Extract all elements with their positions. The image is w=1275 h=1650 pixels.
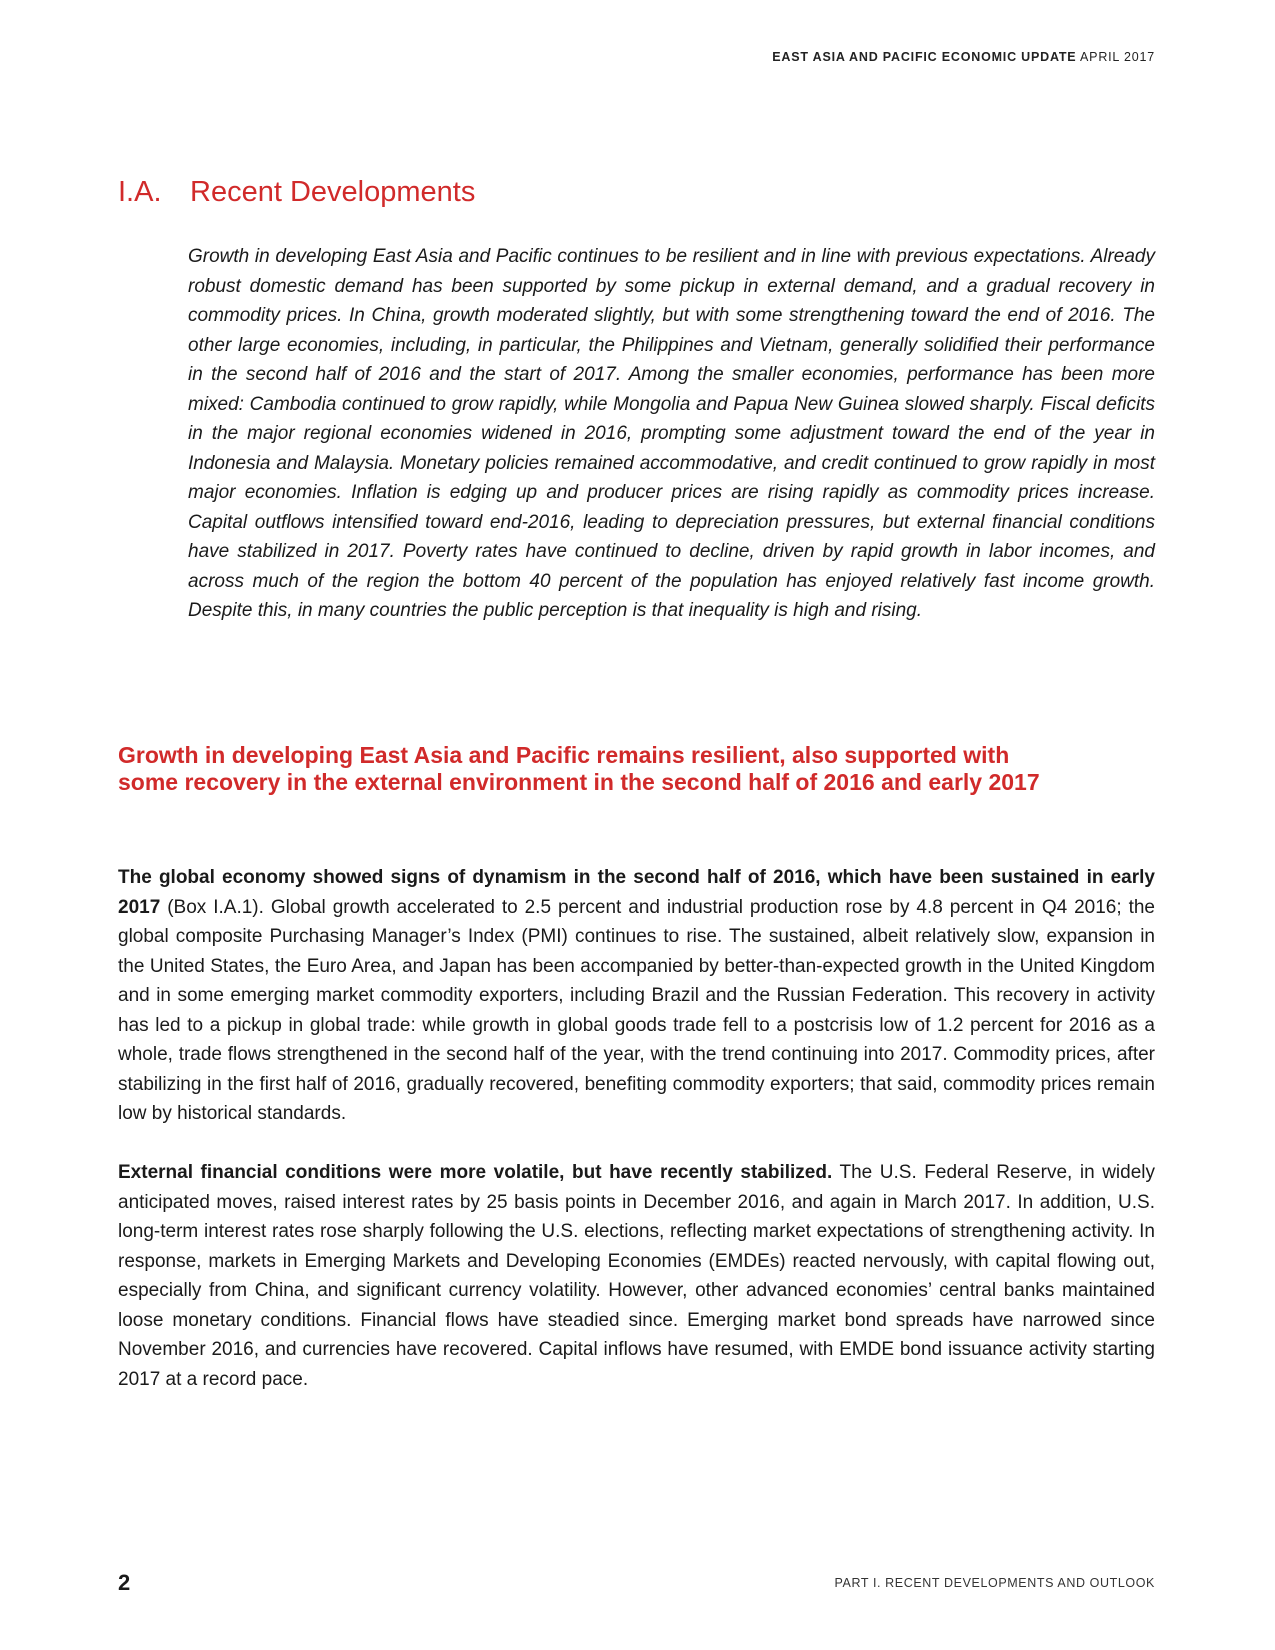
page-number: 2 — [118, 1570, 131, 1595]
running-header — [772, 50, 1155, 64]
paragraph-body: (Box I.A.1). Global growth accelerated to 2.5 percent and industrial production rose by 4.8 percent in Q4 2016; the global composite Purchasing Manager’s Index (PMI) continues to rise. The sustained, albeit relatively slow, expansion in the United States, the Euro Area, and Japan has been accompanied by better-than-expected growth in the United Kingdom and in some emerging market commodity exporters, including Brazil and the Russian Federation. This recovery in activity has led to a pickup in global trade: while growth in global goods trade fell to a postcrisis low of 1.2 percent for 2016 as a whole, trade flows strengthened in the second half of the year, with the trend continuing into 2017. Commodity prices, after stabilizing in the first half of 2016, gradually recovered, benefiting commodity exporters; that said, commodity prices remain low by historical standards. — [118, 896, 1155, 1124]
paragraph-lead: The global economy showed signs of dynamism in the second half of 2016, which have been sustained in early 2017 — [118, 867, 1155, 918]
report-date: APRIL 2017 — [1080, 50, 1155, 64]
running-footer: PART I. RECENT DEVELOPMENTS AND OUTLOOK — [834, 1576, 1155, 1590]
paragraph-global-economy — [118, 863, 1155, 1129]
section-title-text: Recent Developments — [190, 176, 476, 208]
report-title: EAST ASIA AND PACIFIC ECONOMIC UPDATE — [772, 50, 1077, 64]
paragraph-body: The U.S. Federal Reserve, in widely anticipated moves, raised interest rates by 25 basis points in December 2016, and again in March 2017. In addition, U.S. long-term interest rates rose sharply following the U.S. elections, reflecting market expectations of strengthening activity. In response, markets in Emerging Markets and Developing Economies (EMDEs) reacted nervously, with capital flowing out, especially from China, and significant currency volatility. However, other advanced economies’ central banks maintained loose monetary conditions. Financial flows have steadied since. Emerging market bond spreads have narrowed since November 2016, and currencies have recovered. Capital inflows have resumed, with EMDE bond issuance activity starting 2017 at a record pace. — [118, 1162, 1155, 1390]
paragraph-financial-conditions — [118, 1158, 1155, 1394]
section-number: I.A. — [118, 176, 162, 208]
subheading: Growth in developing East Asia and Pacific remains resilient, also supported with some recovery in the external environment in the second half of 2016 and early 2017 — [118, 742, 1040, 795]
section-title — [118, 176, 475, 209]
paragraph-lead: External financial conditions were more volatile, but have recently stabilized. — [118, 1162, 833, 1183]
section-summary: Growth in developing East Asia and Pacific continues to be resilient and in line with previous expectations. Already robust domestic demand has been supported by some pickup in external demand, and a gradual recovery in commodity prices. In China, growth moderated slightly, but with some strengthening toward the end of 2016. The other large economies, including, in particular, the Philippines and Vietnam, generally solidified their performance in the second half of 2016 and the start of 2017. Among the smaller economies, performance has been more mixed: Cambodia continued to grow rapidly, while Mongolia and Papua New Guinea slowed sharply. Fiscal deficits in the major regional economies widened in 2016, prompting some adjustment toward the end of the year in Indonesia and Malaysia. Monetary policies remained accommodative, and credit continued to grow rapidly in most major economies. Inflation is edging up and producer prices are rising rapidly as commodity prices increase. Capital outflows intensified toward end-2016, leading to depreciation pressures, but external financial conditions have stabilized in 2017. Poverty rates have continued to decline, driven by rapid growth in labor incomes, and across much of the region the bottom 40 percent of the population has enjoyed relatively fast income growth. Despite this, in many countries the public perception is that inequality is high and rising. — [188, 246, 1155, 621]
